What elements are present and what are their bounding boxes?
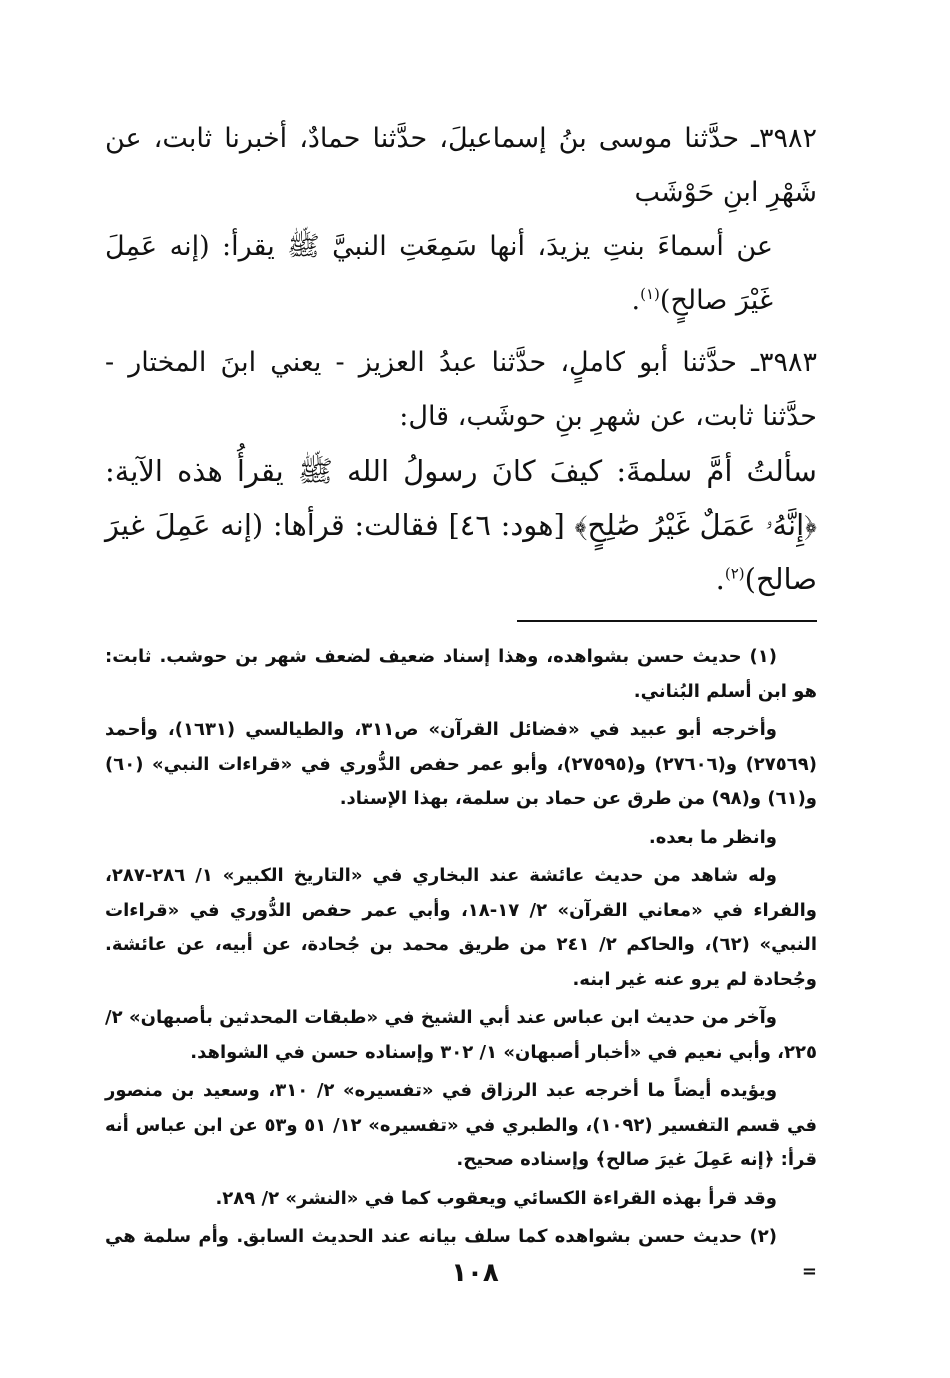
hadith-3983-matn: سألتُ أمَّ سلمةَ: كيفَ كانَ رسولُ الله ﷺ يقرأُ هذه الآية: ﴿إِنَّهُۥ عَمَلٌ غَيْرُ صَٰلِحٍ﴾ [هود: ٤٦] فقالت: قرأها: (إنه عَمِلَ غيرَ صالح) — [105, 454, 817, 596]
footnote-1-aisha-witness: وله شاهد من حديث عائشة عند البخاري في «التاريخ الكبير» ١/ ٢٨٦-٢٨٧، والفراء في «معاني القرآن» ٢/ ١٧-١٨، وأبي عمر حفص الدُّوري في «قراءات النبي» (٦٢)، والحاكم ٢/ ٢٤١ من طريق محمد بن جُحادة، عن أبيه، عن عائشة. وجُحادة لم يرو عنه غير ابنه. — [105, 865, 817, 990]
footnote-ref-2[interactable]: (٢) — [724, 564, 745, 583]
hadith-3982-text — [105, 220, 817, 328]
footnotes — [105, 640, 817, 1289]
footnote-1: (١) حديث حسن بشواهده، وهذا إسناد ضعيف لضعف شهر بن حوشب. ثابت: هو ابن أسلم البُناني. — [105, 646, 817, 702]
main-text — [105, 112, 817, 606]
sentence-end: . — [631, 285, 641, 316]
footnote-1-qiraat: وقد قرأ بهذه القراءة الكسائي ويعقوب كما في «النشر» ٢/ ٢٨٩. — [215, 1187, 777, 1209]
footnote-1-sources: وأخرجه أبو عبيد في «فضائل القرآن» ص٣١١، والطيالسي (١٦٣١)، وأحمد (٢٧٥٦٩) و(٢٧٦٠٦) و(٢٧٥٩٥)، وأبو عمر حفص الدُّوري في «قراءات النبي» (٦٠) و(٦١) و(٩٨) من طرق عن حماد بن سلمة، بهذا الإسناد. — [105, 719, 817, 809]
footnote-ref-1[interactable]: (١) — [640, 285, 660, 303]
hadith-3982-chain: ٣٩٨٢ـ حدَّثنا موسى بنُ إسماعيلَ، حدَّثنا حمادٌ، أخبرنا ثابت، عن شَهْرِ ابنِ حَوْشَب — [105, 123, 817, 208]
sentence-end: . — [715, 562, 725, 596]
footnote-1-supporting: ويؤيده أيضاً ما أخرجه عبد الرزاق في «تفسيره» ٢/ ٣١٠، وسعيد بن منصور في قسم التفسير (١٠٩٢)، والطبري في «تفسيره» ١٢/ ٥١ و٥٣ عن ابن عباس أنه قرأ: ﴿إنه عَمِلَ غيرَ صالح﴾ وإسناده صحيح. — [105, 1080, 817, 1170]
hadith-3983-text — [105, 444, 817, 606]
page-number: ١٠٨ — [451, 1258, 499, 1288]
page-body — [105, 112, 817, 1293]
footnote-1-ibn-abbas-witness: وآخر من حديث ابن عباس عند أبي الشيخ في «طبقات المحدثين بأصبهان» ٢/ ٢٢٥، وأبي نعيم في «أخبار أصبهان» ١/ ٣٠٢ وإسناده حسن في الشواهد. — [105, 1007, 817, 1063]
footnote-1-see-next: وانظر ما بعده. — [648, 826, 777, 848]
footnote-2: (٢) حديث حسن بشواهده كما سلف بيانه عند الحديث السابق. وأم سلمة هي = — [105, 1226, 817, 1282]
hadith-3982-matn: عن أسماءَ بنتِ يزيدَ، أنها سَمِعَتِ النبيَّ ﷺ يقرأ: (إنه عَمِلَ غَيْرَ صالحٍ) — [105, 231, 773, 316]
footnote-divider — [517, 620, 817, 622]
hadith-3983-chain: ٣٩٨٣ـ حدَّثنا أبو كاملٍ، حدَّثنا عبدُ العزيز - يعني ابنَ المختار - حدَّثنا ثابت، عن شهرِ بنِ حوشَب، قال: — [105, 347, 817, 432]
